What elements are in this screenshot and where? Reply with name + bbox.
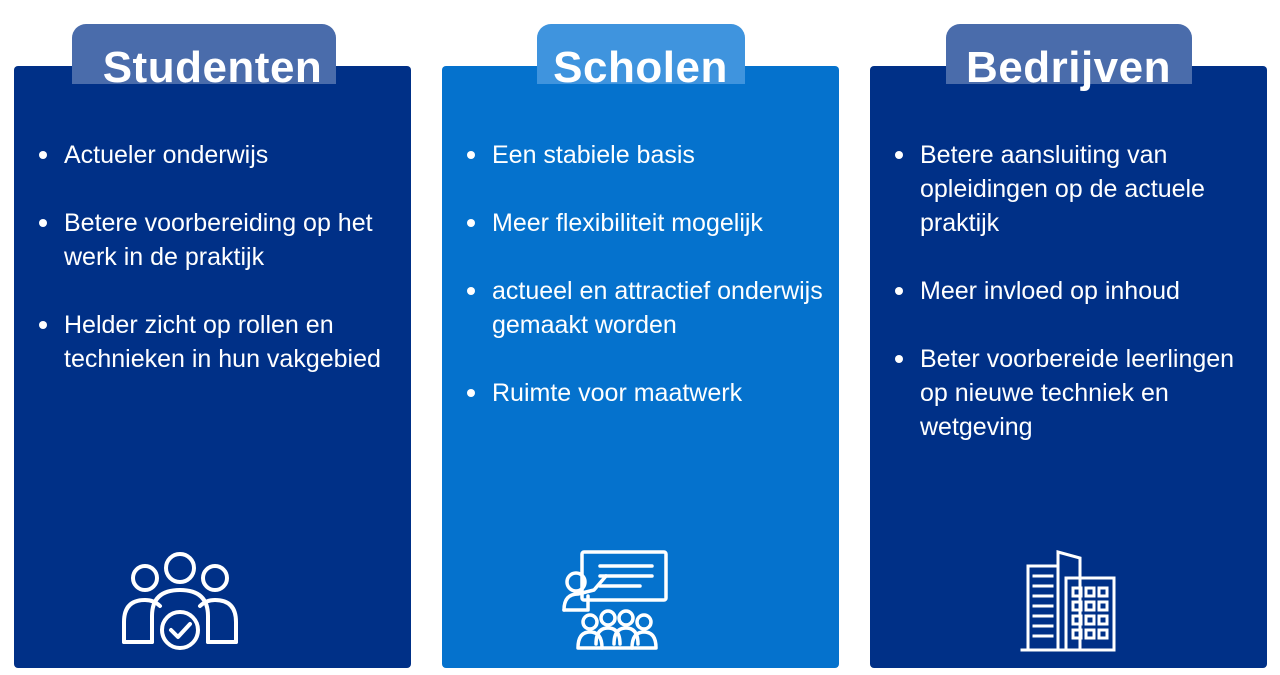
office-building-icon	[1018, 548, 1118, 654]
list-item: Betere voorbereiding op het werk in de praktijk	[38, 206, 399, 274]
list-item: Helder zicht op rollen en technieken in hun vakgebied	[38, 308, 399, 376]
list-item: Een stabiele basis	[466, 138, 827, 172]
list-item: Betere aansluiting van opleidingen op de actuele praktijk	[894, 138, 1255, 240]
people-checkmark-icon	[118, 550, 242, 654]
bedrijven-title: Bedrijven	[965, 43, 1171, 92]
teacher-presentation-icon	[560, 548, 672, 654]
list-item: Beter voorbereide leerlingen op nieuwe techniek en wetgeving	[894, 342, 1255, 444]
studenten-panel	[14, 66, 411, 668]
bedrijven-panel	[870, 66, 1267, 668]
bedrijven-list	[894, 138, 1255, 478]
scholen-list	[466, 138, 827, 444]
list-item: Meer flexibiliteit mogelijk	[466, 206, 827, 240]
studenten-title: Studenten	[102, 43, 323, 92]
list-item: actueel en attractief onderwijs gemaakt worden	[466, 274, 827, 342]
studenten-list	[38, 138, 399, 410]
scholen-title: Scholen	[553, 43, 728, 92]
list-item: Meer invloed op inhoud	[894, 274, 1255, 308]
scholen-panel	[442, 66, 839, 668]
list-item: Ruimte voor maatwerk	[466, 376, 827, 410]
list-item: Actueler onderwijs	[38, 138, 399, 172]
